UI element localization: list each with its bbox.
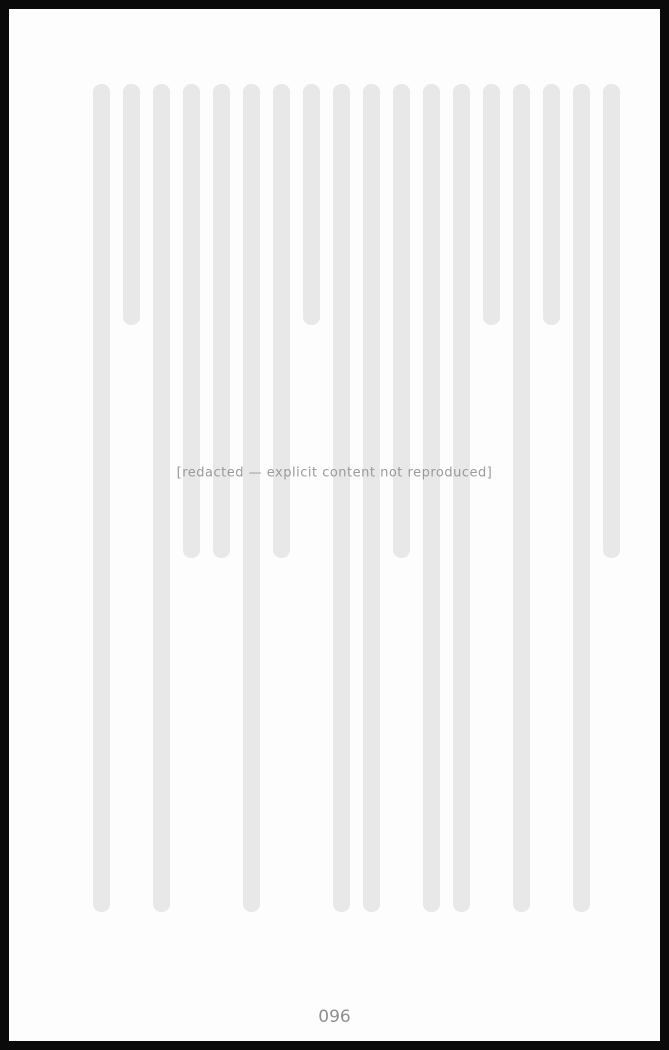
text-column <box>393 84 410 558</box>
text-column <box>273 84 290 558</box>
text-column <box>123 84 140 325</box>
text-column <box>573 84 590 912</box>
vertical-text-area <box>49 84 620 946</box>
text-column <box>93 84 110 912</box>
text-column <box>153 84 170 912</box>
text-column <box>603 84 620 558</box>
text-column <box>483 84 500 325</box>
text-column <box>513 84 530 912</box>
page-number: 096 <box>318 1007 351 1027</box>
text-column <box>453 84 470 912</box>
text-column <box>303 84 320 325</box>
text-column <box>543 84 560 325</box>
redaction-note: [redacted — explicit content not reproduced] <box>176 465 493 481</box>
text-column <box>423 84 440 912</box>
text-column <box>333 84 350 912</box>
text-column <box>183 84 200 558</box>
text-column <box>243 84 260 912</box>
text-column <box>213 84 230 558</box>
text-column <box>363 84 380 912</box>
